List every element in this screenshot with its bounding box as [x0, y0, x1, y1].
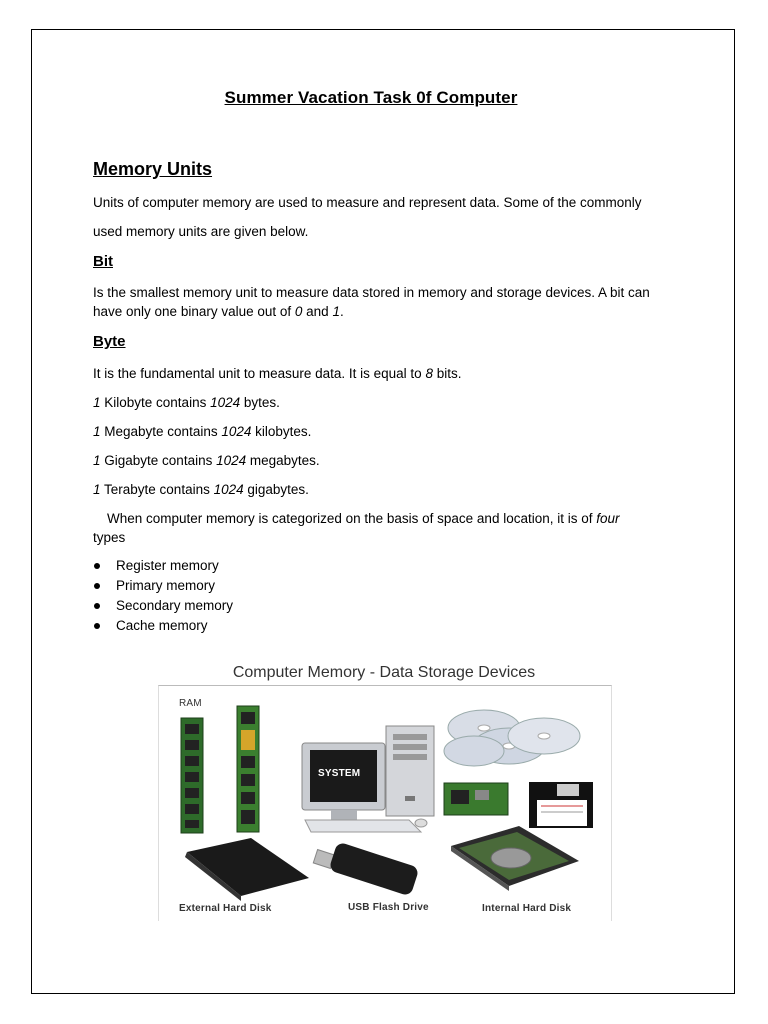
bullet-icon: [94, 603, 100, 609]
storage-devices-illustration: [159, 686, 611, 921]
external-hard-disk-icon: [185, 838, 309, 901]
list-item-label: Register memory: [116, 558, 219, 573]
conversion-n: 1: [93, 482, 101, 497]
cd-disc-icon: [444, 710, 580, 766]
types-line-2: types: [93, 530, 126, 545]
list-item-label: Primary memory: [116, 578, 216, 593]
internal-hard-disk-icon: [451, 826, 579, 891]
conversion-kilobyte: [93, 393, 693, 412]
list-item: [93, 576, 233, 596]
bit-text-e: .: [339, 304, 344, 319]
byte-line: [93, 364, 693, 383]
byte-bits-value: 8: [425, 366, 433, 381]
conversion-m: 1024: [216, 453, 247, 468]
conversion-text: Megabyte contains: [100, 424, 222, 439]
bit-line-1: Is the smallest memory unit to measure data stored in memory and storage devices. A bit can: [93, 285, 650, 300]
keyboard-icon: [305, 819, 427, 832]
conversion-n: 1: [93, 424, 101, 439]
storage-devices-figure: [158, 685, 612, 921]
label-ram: RAM: [179, 698, 202, 709]
memory-types-list: [93, 556, 233, 636]
memory-card-icon: [444, 783, 508, 815]
monitor-icon: [302, 743, 385, 820]
floppy-disk-icon: [529, 782, 593, 828]
conversion-text: Gigabyte contains: [100, 453, 217, 468]
label-usb-flash-drive: USB Flash Drive: [348, 902, 429, 913]
list-item-label: Secondary memory: [116, 598, 234, 613]
label-system: SYSTEM: [318, 768, 361, 779]
conversion-n: 1: [93, 453, 101, 468]
conversion-m: 1024: [213, 482, 244, 497]
bit-text-a: have only one binary value out of: [93, 304, 295, 319]
byte-text-c: bits.: [432, 366, 462, 381]
conversion-unit: kilobytes.: [251, 424, 312, 439]
document-title: Summer Vacation Task 0f Computer: [224, 88, 518, 107]
figure-caption: Computer Memory - Data Storage Devices: [232, 664, 536, 681]
conversion-m: 1024: [221, 424, 252, 439]
pc-tower-icon: [386, 726, 434, 816]
conversion-terabyte: [93, 480, 693, 499]
heading-bit: Bit: [93, 253, 113, 270]
heading-byte: Byte: [93, 333, 126, 350]
intro-line-1: Units of computer memory are used to measure and represent data. Some of the commonly: [93, 195, 642, 210]
bullet-icon: [94, 583, 100, 589]
list-item: [93, 596, 233, 616]
intro-line-2: used memory units are given below.: [93, 224, 309, 239]
label-external-hard-disk: External Hard Disk: [179, 903, 272, 914]
conversion-megabyte: [93, 422, 693, 441]
types-line-1: [107, 509, 707, 528]
ram-stick-icon: [237, 706, 259, 832]
list-item: [93, 616, 233, 636]
conversion-unit: megabytes.: [246, 453, 320, 468]
conversion-text: Kilobyte contains: [100, 395, 211, 410]
conversion-n: 1: [93, 395, 101, 410]
bullet-icon: [94, 563, 100, 569]
label-internal-hard-disk: Internal Hard Disk: [482, 903, 572, 914]
conversion-gigabyte: [93, 451, 693, 470]
list-item-label: Cache memory: [116, 618, 208, 633]
bullet-icon: [94, 623, 100, 629]
byte-text-a: It is the fundamental unit to measure data. It is equal to: [93, 366, 426, 381]
usb-flash-drive-icon: [313, 841, 419, 896]
types-count: four: [596, 511, 620, 526]
ram-stick-icon: [181, 718, 203, 833]
bit-text-c: and: [302, 304, 333, 319]
conversion-text: Terabyte contains: [100, 482, 214, 497]
conversion-m: 1024: [210, 395, 241, 410]
heading-memory-units: Memory Units: [93, 159, 213, 179]
bit-value-1: 1: [332, 304, 340, 319]
conversion-unit: bytes.: [240, 395, 280, 410]
conversion-unit: gigabytes.: [243, 482, 309, 497]
types-text: When computer memory is categorized on the basis of space and location, it is of: [107, 511, 597, 526]
list-item: [93, 556, 233, 576]
bit-value-0: 0: [294, 304, 303, 319]
bit-line-2: [93, 302, 693, 321]
